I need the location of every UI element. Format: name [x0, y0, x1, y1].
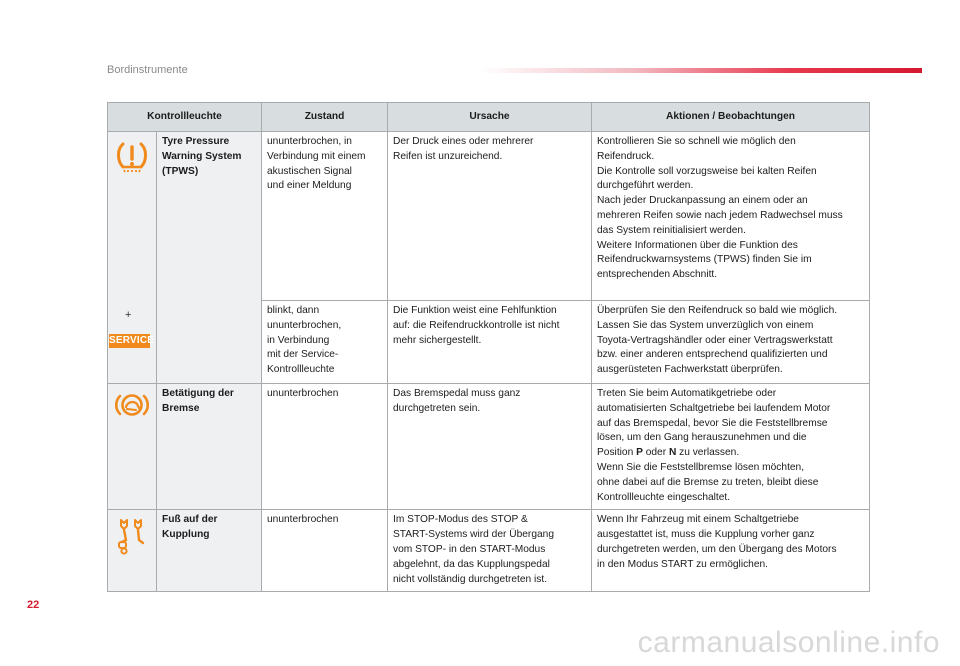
service-icon: SERVICE [109, 335, 155, 346]
gear-p-label: P [636, 447, 643, 459]
table-row [108, 384, 870, 510]
text-line: Nach jeder Druckanpassung an einem oder an [597, 195, 808, 207]
text-line: ausgestattet ist, muss die Kupplung vorher ganz [597, 529, 815, 541]
clutch-name-cell [157, 510, 262, 592]
text-line: mehreren Reifen sowie nach jedem Radwechsel muss [597, 209, 843, 221]
text-line: Überprüfen Sie den Reifendruck so bald wie möglich. [597, 305, 838, 316]
tpws-ursache-cell-2 [388, 301, 592, 384]
text-line: ununterbrochen, [267, 319, 342, 331]
text-line: bzw. einer anderen entsprechend qualifizierten und [597, 349, 828, 361]
tpws-ursache-cell [388, 132, 592, 301]
tpws-aktionen-cell [592, 132, 870, 301]
clutch-aktionen-cell [592, 510, 870, 592]
text-fragment: Position [597, 447, 637, 459]
header-accent-bar [480, 68, 922, 73]
text-fragment: oder [642, 447, 669, 459]
text-line: durchgetreten werden, um den Übergang des Motors [597, 543, 837, 555]
text-line: das System reinitialisiert werden. [597, 224, 746, 236]
text-line: Weitere Informationen über die Funktion des [597, 239, 798, 251]
text-line: Wenn Sie die Feststellbremse lösen möchten, [597, 461, 805, 473]
brake-zustand-cell [262, 384, 388, 510]
text-line [597, 446, 864, 461]
tpws-name-line: Warning System [162, 150, 242, 162]
text-line: ununterbrochen [267, 514, 339, 526]
text-line: vom STOP- in den START-Modus [393, 543, 546, 555]
text-line: Die Kontrolle soll vorzugsweise bei kalten Reifen [597, 165, 817, 177]
text-line: in Verbindung [267, 334, 330, 346]
brake-icon-cell [108, 384, 157, 510]
text-line: Lassen Sie das System unverzüglich von einem [597, 319, 814, 331]
clutch-pedal-icon [114, 516, 150, 556]
text-line: abgelehnt, da das Kupplungspedal [393, 558, 550, 570]
text-line: ununterbrochen, in [267, 136, 352, 147]
text-line: mit der Service- [267, 349, 339, 361]
brake-name-line: Betätigung der [162, 388, 234, 399]
plus-sign: + [125, 309, 132, 321]
text-line: akustischen Signal [267, 165, 352, 177]
text-line: Treten Sie beim Automatikgetriebe oder [597, 388, 777, 399]
text-line: blinkt, dann [267, 305, 320, 316]
tpws-zustand-cell [262, 132, 388, 301]
brake-aktionen-cell [592, 384, 870, 510]
tpws-name-cell [157, 132, 262, 384]
brake-pedal-icon [113, 390, 151, 420]
brake-ursache-cell [388, 384, 592, 510]
tpws-zustand-cell-2 [262, 301, 388, 384]
text-line: auf: die Reifendruckkontrolle ist nicht [393, 319, 560, 331]
table-row [108, 132, 870, 301]
text-line: ausgerüsteten Fachwerkstatt überprüfen. [597, 364, 783, 376]
text-line: Im STOP-Modus des STOP & [393, 514, 528, 526]
text-line: Die Funktion weist eine Fehlfunktion [393, 305, 557, 316]
text-line: ununterbrochen [267, 388, 339, 399]
text-line: Verbindung mit einem [267, 150, 366, 162]
column-header-aktionen: Aktionen / Beobachtungen [592, 103, 870, 132]
column-header-ursache: Ursache [388, 103, 592, 132]
clutch-name-line: Fuß auf der [162, 514, 218, 526]
watermark: carmanualsonline.info [637, 626, 940, 659]
tire-pressure-warning-icon [114, 139, 150, 175]
text-line: lösen, um den Gang herauszunehmen und die [597, 432, 807, 444]
text-line: ohne dabei auf die Bremse zu treten, bleibt diese [597, 476, 819, 488]
clutch-name-line: Kupplung [162, 529, 210, 541]
tpws-name-line: Tyre Pressure [162, 136, 230, 147]
text-line: automatisierten Schaltgetriebe bei laufendem Motor [597, 402, 831, 414]
clutch-icon-cell [108, 510, 157, 592]
text-line: entsprechenden Abschnitt. [597, 269, 718, 281]
text-line: START-Systems wird der Übergang [393, 529, 554, 541]
column-header-kontrollleuchte: Kontrollleuchte [108, 103, 262, 132]
text-line: Reifen ist unzureichend. [393, 150, 503, 162]
column-header-zustand: Zustand [262, 103, 388, 132]
text-line: Reifendruck. [597, 150, 655, 162]
brake-name-line: Bremse [162, 402, 200, 414]
clutch-zustand-cell [262, 510, 388, 592]
text-line: Kontrollleuchte eingeschaltet. [597, 491, 731, 503]
text-line: Kontrollleuchte [267, 364, 335, 376]
text-line: nicht vollständig durchgetreten ist. [393, 573, 548, 585]
text-line: Der Druck eines oder mehrerer [393, 136, 534, 147]
text-line: mehr sichergestellt. [393, 334, 482, 346]
text-line: Kontrollieren Sie so schnell wie möglich den [597, 136, 796, 147]
text-line: und einer Meldung [267, 180, 352, 192]
brake-name-cell [157, 384, 262, 510]
gear-n-label: N [668, 447, 677, 459]
table-row [108, 510, 870, 592]
text-line: durchgetreten sein. [393, 402, 481, 414]
text-fragment: zu verlassen. [676, 447, 740, 459]
page-number: 22 [27, 599, 40, 611]
tpws-name-line: (TPWS) [162, 165, 199, 177]
clutch-ursache-cell [388, 510, 592, 592]
page-header-title: Bordinstrumente [107, 64, 188, 76]
table-header-row [108, 103, 870, 132]
text-line: in den Modus START zu ermöglichen. [597, 558, 769, 570]
text-line: auf das Bremspedal, bevor Sie die Feststellbremse [597, 417, 828, 429]
tpws-icon-cell [108, 132, 157, 384]
text-line: durchgeführt werden. [597, 180, 694, 192]
text-line: Wenn Ihr Fahrzeug mit einem Schaltgetriebe [597, 514, 799, 526]
text-line: Toyota-Vertragshändler oder einer Vertragswerkstatt [597, 334, 833, 346]
text-line: Das Bremspedal muss ganz [393, 388, 521, 399]
text-line: Reifendruckwarnsystems (TPWS) finden Sie im [597, 254, 812, 266]
warning-lights-table [107, 102, 870, 592]
tpws-aktionen-cell-2 [592, 301, 870, 384]
